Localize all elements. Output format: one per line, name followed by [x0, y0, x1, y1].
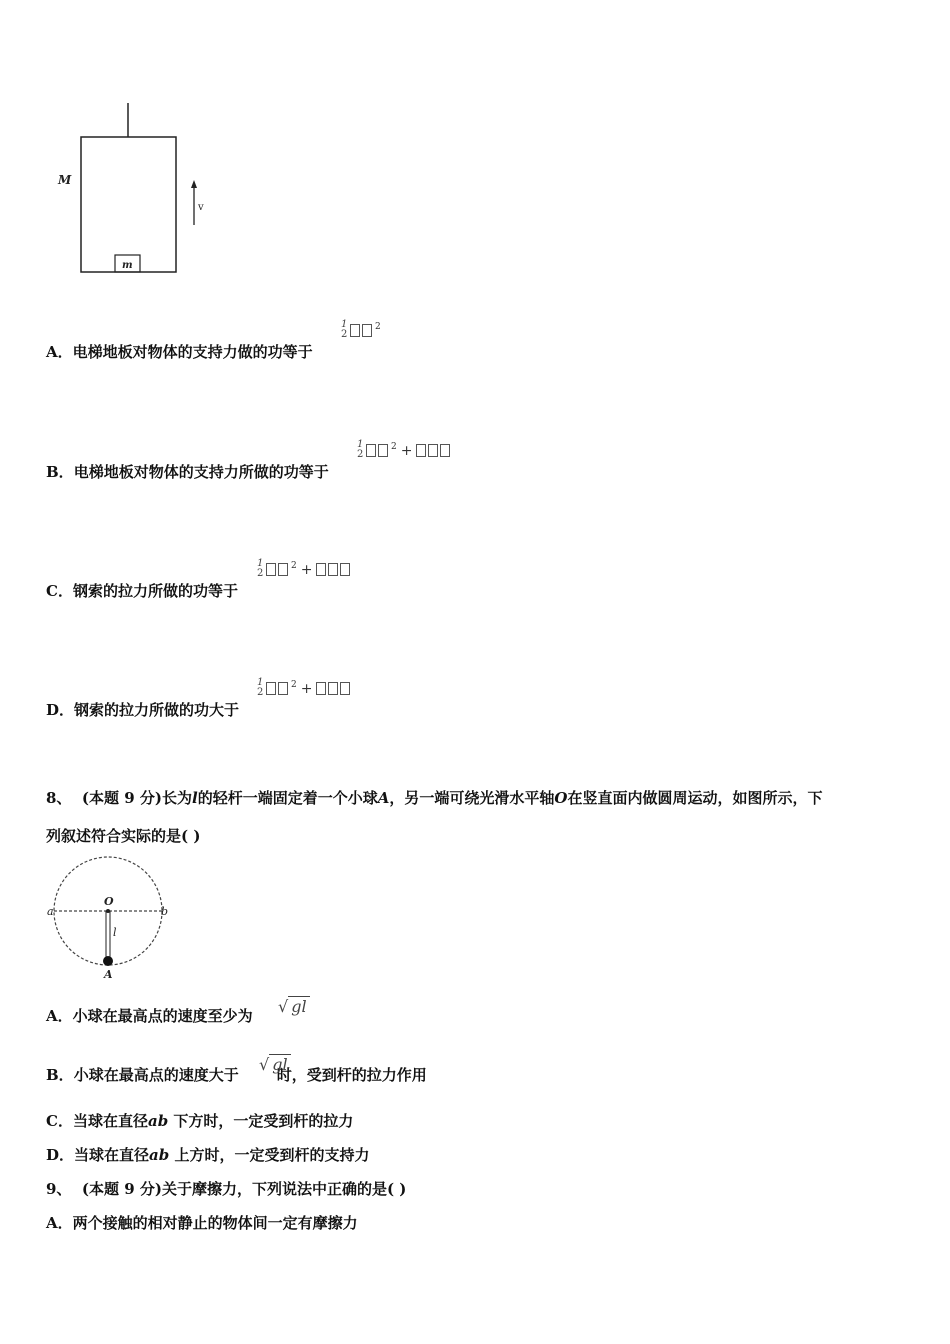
fraction-half: 1 2 — [357, 439, 364, 460]
label-A: A — [104, 968, 113, 980]
formula-b: $^2$ + — [366, 442, 452, 459]
q8-option-c: C．当球在直径ab 下方时，一定受到杆的拉力 — [46, 1112, 354, 1130]
elevator-box — [81, 137, 176, 272]
circle-figure — [44, 856, 174, 980]
fraction-half: 1 2 — [257, 677, 264, 698]
label-O: O — [104, 895, 114, 908]
sqrt-gl: √ gl — [278, 996, 310, 1016]
rod — [106, 911, 110, 961]
label-b: b — [161, 905, 169, 918]
label-m: m — [122, 260, 133, 271]
ball-A — [103, 956, 113, 966]
pivot-O — [106, 909, 110, 913]
arrow-head — [191, 180, 197, 188]
q9-stem: 9、 (本题 9 分)关于摩擦力，下列说法中正确的是( ) — [46, 1180, 407, 1198]
q7-option-c: C．钢索的拉力所做的功等于 — [46, 582, 238, 600]
q7-option-b: B．电梯地板对物体的支持力所做的功等于 — [46, 463, 329, 481]
q8-option-b: B．小球在最高点的速度大于 时，受到杆的拉力作用 — [46, 1066, 427, 1084]
q8-option-d: D．当球在直径ab 上方时，一定受到杆的支持力 — [46, 1146, 370, 1164]
sqrt-gl: √ gl — [259, 1054, 291, 1074]
formula-d: $^2$ + — [266, 680, 352, 697]
q8-stem-line2: 列叙述符合实际的是( ) — [46, 827, 201, 845]
q7-option-a: A．电梯地板对物体的支持力做的功等于 — [46, 343, 313, 361]
formula-a: 2 — [350, 322, 381, 337]
label-v: v — [198, 202, 204, 213]
q8-option-a: A．小球在最高点的速度至少为 — [46, 1007, 253, 1025]
fraction-half: 1 2 — [341, 319, 348, 340]
label-l: l — [113, 926, 117, 939]
q8-stem-line1: 8、 (本题 9 分)长为l的轻杆一端固定着一个小球A，另一端可绕光滑水平轴O在竖直面内做圆周运动，如图所示，下 — [46, 789, 823, 807]
fraction-half: 1 2 — [257, 558, 264, 579]
label-M: M — [58, 173, 72, 187]
q9-option-a: A．两个接触的相对静止的物体间一定有摩擦力 — [46, 1214, 358, 1232]
q7-option-d: D．钢索的拉力所做的功大于 — [46, 701, 240, 719]
formula-c: $^2$ + — [266, 561, 352, 578]
label-a: a — [47, 905, 54, 918]
elevator-figure — [50, 100, 220, 280]
